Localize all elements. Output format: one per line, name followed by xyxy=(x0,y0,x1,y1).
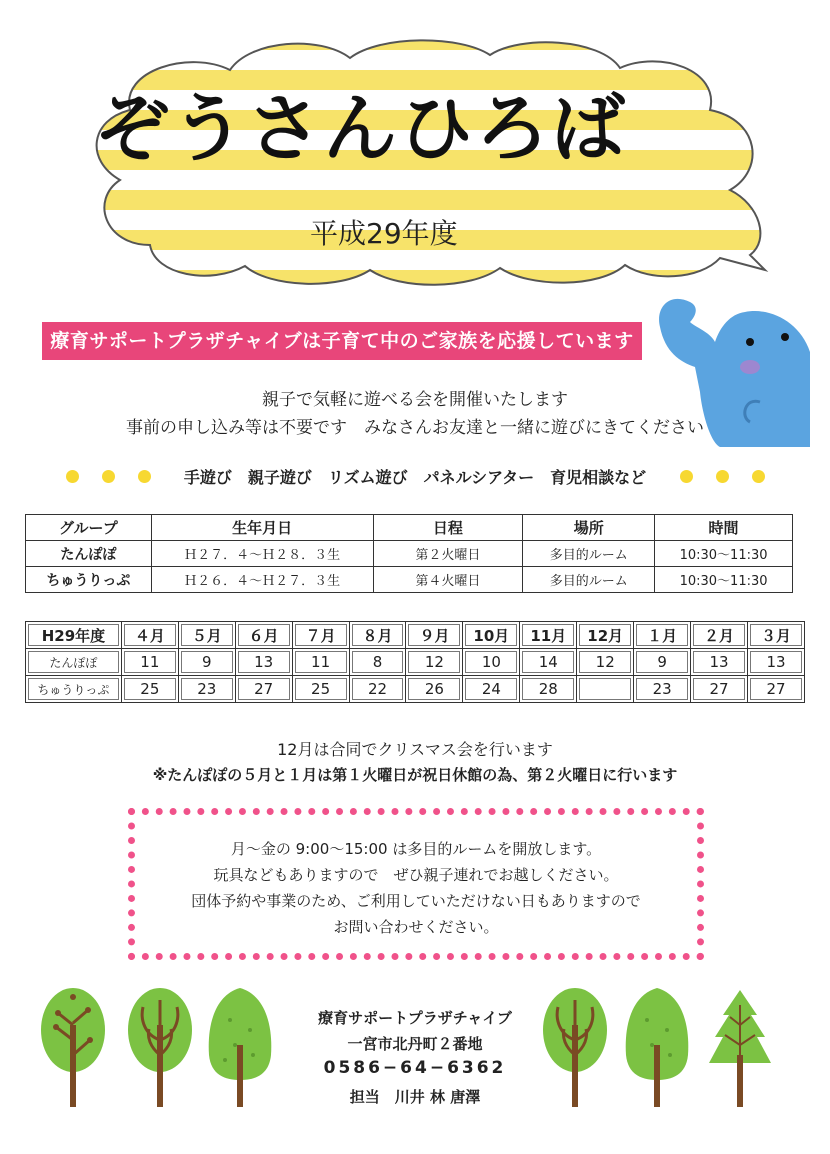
date-cell xyxy=(577,676,634,703)
date-cell: 9 xyxy=(634,649,691,676)
date-cell: 12 xyxy=(577,649,634,676)
month-header: 10月 xyxy=(463,622,520,649)
intro-line: 親子で気軽に遊べる会を開催いたします xyxy=(262,390,568,410)
table-cell: 10:30～11:30 xyxy=(655,567,793,593)
tree-icon xyxy=(705,985,775,1110)
date-cell: 13 xyxy=(235,649,292,676)
info-line: 月～金の 9:00～15:00 は多目的ルームを開放します。 xyxy=(230,840,602,858)
info-line: お問い合わせください。 xyxy=(333,918,499,936)
header-cell: 日程 xyxy=(373,515,523,541)
table-row xyxy=(26,676,805,703)
org-staff: 担当 川井 林 唐澤 xyxy=(349,1088,481,1106)
info-line: 玩具などもありますので ぜひ親子連れでお越しください。 xyxy=(213,866,619,884)
tree-icon xyxy=(540,985,610,1110)
month-header: ３月 xyxy=(748,622,805,649)
date-cell: 9 xyxy=(178,649,235,676)
date-cell: 24 xyxy=(463,676,520,703)
date-cell: 8 xyxy=(349,649,406,676)
date-cell: 27 xyxy=(235,676,292,703)
month-header: 12月 xyxy=(577,622,634,649)
table-row xyxy=(26,567,793,593)
header-cell: グループ xyxy=(26,515,152,541)
table-cell: 10:30～11:30 xyxy=(655,541,793,567)
date-cell: 22 xyxy=(349,676,406,703)
org-phone: 0586−64−6362 xyxy=(323,1058,507,1078)
date-cell: 13 xyxy=(748,649,805,676)
date-cell: 27 xyxy=(748,676,805,703)
table-cell: 多目的ルーム xyxy=(523,567,655,593)
date-cell: 28 xyxy=(520,676,577,703)
info-line: 団体予約や事業のため、ご利用していただけない日もありますので xyxy=(191,892,641,910)
row-label: たんぽぽ xyxy=(26,649,122,676)
table-cell: 多目的ルーム xyxy=(523,541,655,567)
group-name: たんぽぽ xyxy=(26,541,152,567)
holiday-note: ※たんぽぽの５月と１月は第１火曜日が祝日休館の為、第２火曜日に行います xyxy=(152,766,678,784)
date-cell: 13 xyxy=(691,649,748,676)
fiscal-year: 平成29年度 xyxy=(310,217,458,250)
group-table xyxy=(25,514,793,593)
dot-icon xyxy=(752,470,765,483)
support-banner: 療育サポートプラザチャイブは子育て中のご家族を応援しています xyxy=(42,322,642,360)
group-name: ちゅうりっぷ xyxy=(26,567,152,593)
dot-icon xyxy=(716,470,729,483)
activities-list: 手遊び 親子遊び リズム遊び パネルシアター 育児相談など xyxy=(183,468,647,487)
table-header-row xyxy=(26,622,805,649)
date-cell: 10 xyxy=(463,649,520,676)
tree-icon xyxy=(125,985,195,1110)
table-header-row xyxy=(26,515,793,541)
month-header: 11月 xyxy=(520,622,577,649)
tree-icon xyxy=(622,985,692,1110)
table-cell: Ｈ２６．４～Ｈ２７．３生 xyxy=(151,567,373,593)
header-cell: H29年度 xyxy=(26,622,122,649)
month-header: ４月 xyxy=(121,622,178,649)
month-header: ５月 xyxy=(178,622,235,649)
schedule-table xyxy=(25,621,805,703)
date-cell: 12 xyxy=(406,649,463,676)
intro-line: 事前の申し込み等は不要です みなさんお友達と一緒に遊びにきてください xyxy=(126,418,704,438)
tree-icon xyxy=(205,985,275,1110)
tree-icon xyxy=(38,985,108,1110)
date-cell: 11 xyxy=(292,649,349,676)
month-header: ２月 xyxy=(691,622,748,649)
month-header: ９月 xyxy=(406,622,463,649)
org-address: 一宮市北丹町２番地 xyxy=(347,1035,483,1053)
date-cell: 26 xyxy=(406,676,463,703)
dot-icon xyxy=(680,470,693,483)
header-cell: 時間 xyxy=(655,515,793,541)
date-cell: 23 xyxy=(634,676,691,703)
date-cell: 11 xyxy=(121,649,178,676)
date-cell: 25 xyxy=(292,676,349,703)
header-cell: 生年月日 xyxy=(151,515,373,541)
org-name: 療育サポートプラザチャイブ xyxy=(318,1009,512,1027)
christmas-note: 12月は合同でクリスマス会を行います xyxy=(277,740,553,759)
month-header: ８月 xyxy=(349,622,406,649)
table-cell: 第２火曜日 xyxy=(373,541,523,567)
header-cell: 場所 xyxy=(523,515,655,541)
month-header: １月 xyxy=(634,622,691,649)
month-header: ７月 xyxy=(292,622,349,649)
table-row xyxy=(26,649,805,676)
month-header: ６月 xyxy=(235,622,292,649)
table-row xyxy=(26,541,793,567)
table-cell: Ｈ２７．４～Ｈ２８．３生 xyxy=(151,541,373,567)
date-cell: 14 xyxy=(520,649,577,676)
table-cell: 第４火曜日 xyxy=(373,567,523,593)
row-label: ちゅうりっぷ xyxy=(26,676,122,703)
date-cell: 27 xyxy=(691,676,748,703)
date-cell: 23 xyxy=(178,676,235,703)
main-title: ぞうさんひろば xyxy=(95,86,627,172)
date-cell: 25 xyxy=(121,676,178,703)
